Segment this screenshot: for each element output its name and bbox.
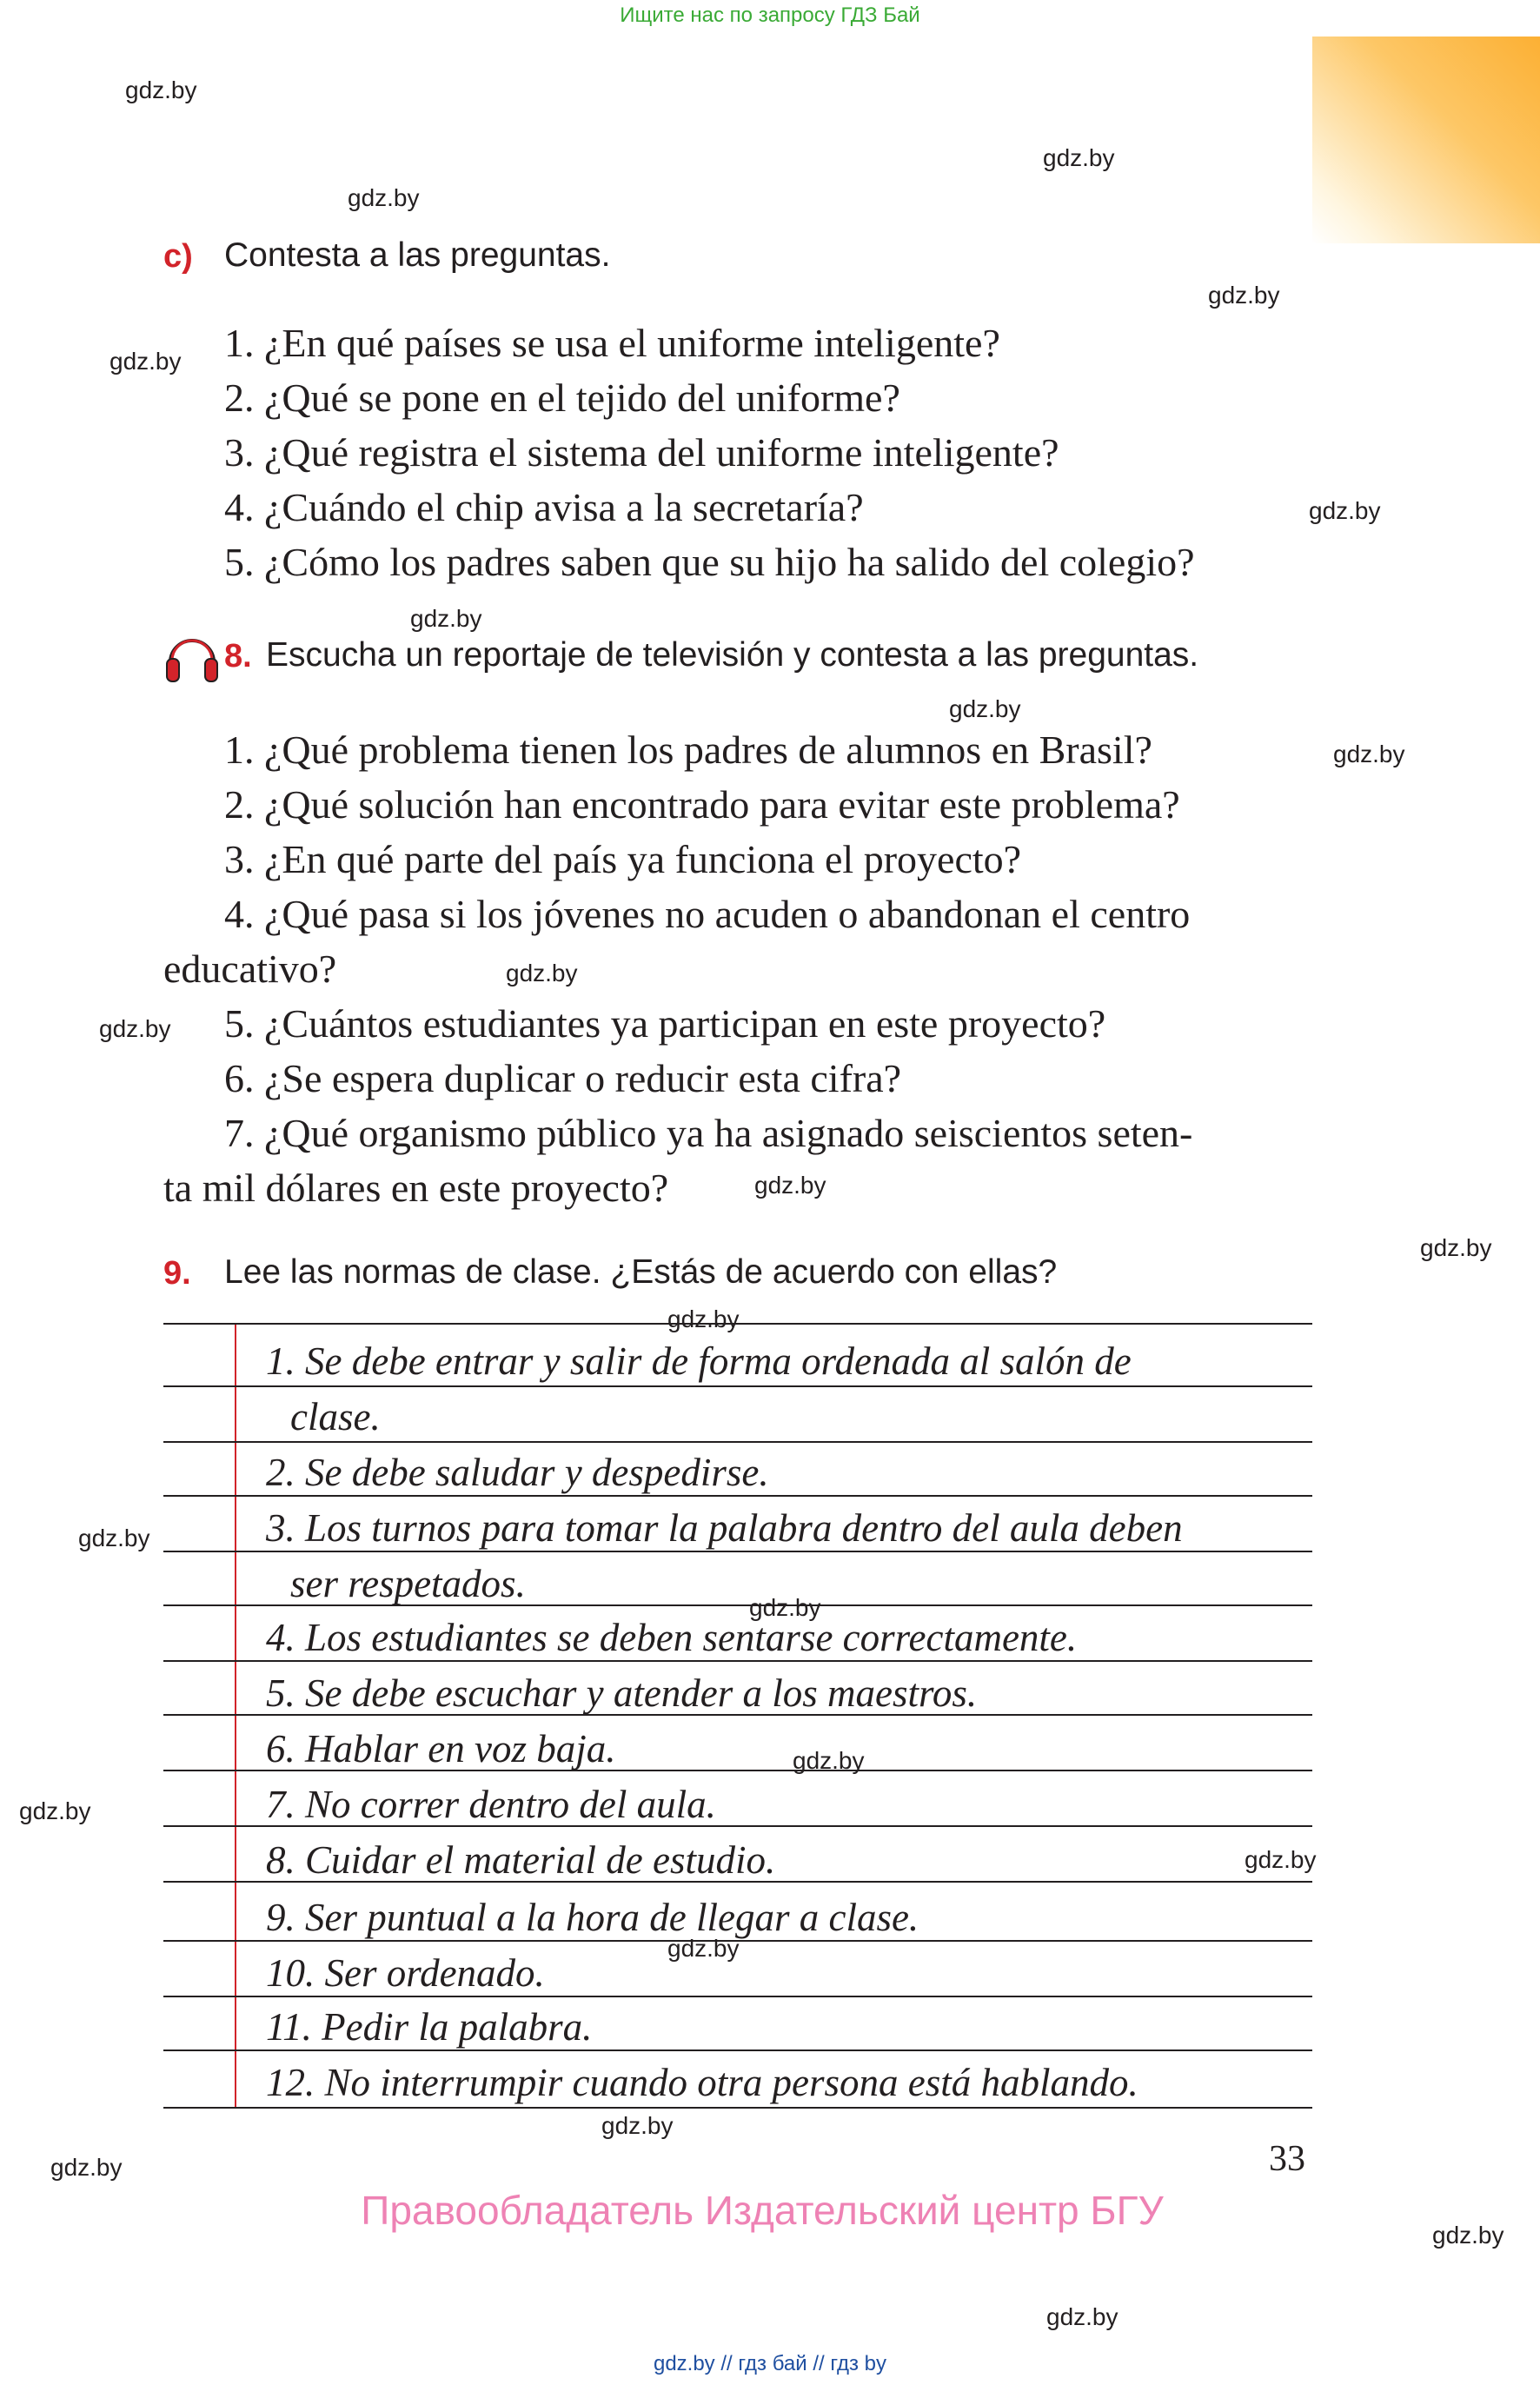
- norm-line: 9. Ser puntual a la hora de llegar a clase.: [266, 1896, 919, 1939]
- watermark: gdz.by: [1420, 1234, 1492, 1261]
- watermark: gdz.by: [50, 2154, 123, 2181]
- watermark: gdz.by: [1432, 2222, 1504, 2249]
- section-c-label: c): [163, 238, 193, 275]
- headphones-icon: [163, 628, 221, 685]
- norm-line: 7. No correr dentro del aula.: [266, 1783, 716, 1826]
- watermark: gdz.by: [1208, 282, 1280, 309]
- corner-decoration: [1312, 37, 1540, 243]
- norm-line: 5. Se debe escuchar y atender a los maestros.: [266, 1671, 978, 1715]
- norm-line: 1. Se debe entrar y salir de forma ordenada al salón de: [266, 1339, 1132, 1383]
- watermark: gdz.by: [19, 1797, 91, 1824]
- norm-line: 8. Cuidar el material de estudio.: [266, 1838, 776, 1882]
- watermark: gdz.by: [1046, 2303, 1118, 2330]
- question-line: 4. ¿Qué pasa si los jóvenes no acuden o abandonan el centro: [224, 892, 1191, 936]
- exercise-9-title: Lee las normas de clase. ¿Estás de acuerdo con ellas?: [224, 1253, 1058, 1291]
- norm-line: 4. Los estudiantes se deben sentarse correctamente.: [266, 1616, 1078, 1659]
- watermark: gdz.by: [348, 184, 420, 211]
- exercise-9-label: 9.: [163, 1255, 191, 1292]
- question-line: 6. ¿Se espera duplicar o reducir esta cifra?: [224, 1056, 902, 1100]
- watermark: gdz.by: [1245, 1846, 1317, 1873]
- norm-line: 3. Los turnos para tomar la palabra dentro del aula deben: [266, 1506, 1183, 1550]
- ruled-line: [163, 2107, 1312, 2109]
- watermark: gdz.by: [506, 960, 578, 987]
- watermark: gdz.by: [78, 1525, 150, 1551]
- norm-line: 11. Pedir la palabra.: [266, 2005, 593, 2049]
- footer-links[interactable]: gdz.by // гдз бай // гдз by: [653, 2352, 887, 2375]
- question-line: 4. ¿Cuándo el chip avisa a la secretaría?: [224, 485, 864, 529]
- ruled-line: [163, 1940, 1312, 1942]
- norm-line: 10. Ser ordenado.: [266, 1951, 545, 1995]
- watermark: gdz.by: [754, 1172, 826, 1199]
- watermark: gdz.by: [1043, 144, 1115, 171]
- watermark: gdz.by: [1333, 741, 1405, 767]
- watermark: gdz.by: [667, 1305, 740, 1332]
- question-line: 5. ¿Cómo los padres saben que su hijo ha salido del colegio?: [224, 540, 1195, 584]
- norm-line: ser respetados.: [290, 1562, 526, 1605]
- ruled-line: [163, 1996, 1312, 1997]
- question-line: 1. ¿En qué países se usa el uniforme inteligente?: [224, 321, 1000, 365]
- exercise-8-label: 8.: [224, 638, 252, 674]
- ruled-line: [163, 1323, 1312, 1325]
- watermark: gdz.by: [1309, 497, 1381, 524]
- question-line: 3. ¿Qué registra el sistema del uniforme inteligente?: [224, 430, 1059, 475]
- top-banner[interactable]: Ищите нас по запросу ГДЗ Бай: [620, 3, 920, 27]
- question-line: 2. ¿Qué se pone en el tejido del uniforme?: [224, 375, 900, 420]
- watermark: gdz.by: [949, 695, 1021, 722]
- ruled-line: [163, 1660, 1312, 1662]
- section-c-title: Contesta a las preguntas.: [224, 236, 611, 274]
- ruled-line: [163, 1441, 1312, 1443]
- ruled-line: [163, 1551, 1312, 1552]
- exercise-8-title: Escucha un reportaje de televisión y contesta a las preguntas.: [266, 636, 1199, 674]
- watermark: gdz.by: [99, 1015, 171, 1042]
- watermark: gdz.by: [601, 2112, 674, 2139]
- ruled-line: [163, 1385, 1312, 1387]
- question-line: 2. ¿Qué solución han encontrado para evitar este problema?: [224, 782, 1180, 827]
- rights-holder: Правообладатель Издательский центр БГУ: [361, 2188, 1164, 2233]
- question-line: educativo?: [163, 947, 337, 991]
- ruled-line: [163, 1495, 1312, 1497]
- norm-line: 2. Se debe saludar y despedirse.: [266, 1451, 769, 1494]
- watermark: gdz.by: [793, 1747, 865, 1774]
- norm-line: 12. No interrumpir cuando otra persona está hablando.: [266, 2061, 1138, 2104]
- question-line: 7. ¿Qué organismo público ya ha asignado seiscientos seten-: [224, 1111, 1193, 1155]
- ruled-line: [163, 2050, 1312, 2051]
- watermark: gdz.by: [667, 1935, 740, 1962]
- question-line: ta mil dólares en este proyecto?: [163, 1166, 669, 1210]
- norm-line: 6. Hablar en voz baja.: [266, 1727, 616, 1770]
- question-line: 5. ¿Cuántos estudiantes ya participan en este proyecto?: [224, 1001, 1106, 1046]
- watermark: gdz.by: [749, 1594, 821, 1621]
- question-line: 3. ¿En qué parte del país ya funciona el proyecto?: [224, 837, 1022, 881]
- norm-line: clase.: [290, 1395, 381, 1438]
- watermark: gdz.by: [125, 76, 197, 103]
- watermark: gdz.by: [410, 605, 482, 632]
- page-number: 33: [1269, 2139, 1305, 2179]
- watermark: gdz.by: [110, 348, 182, 375]
- question-line: 1. ¿Qué problema tienen los padres de alumnos en Brasil?: [224, 727, 1152, 772]
